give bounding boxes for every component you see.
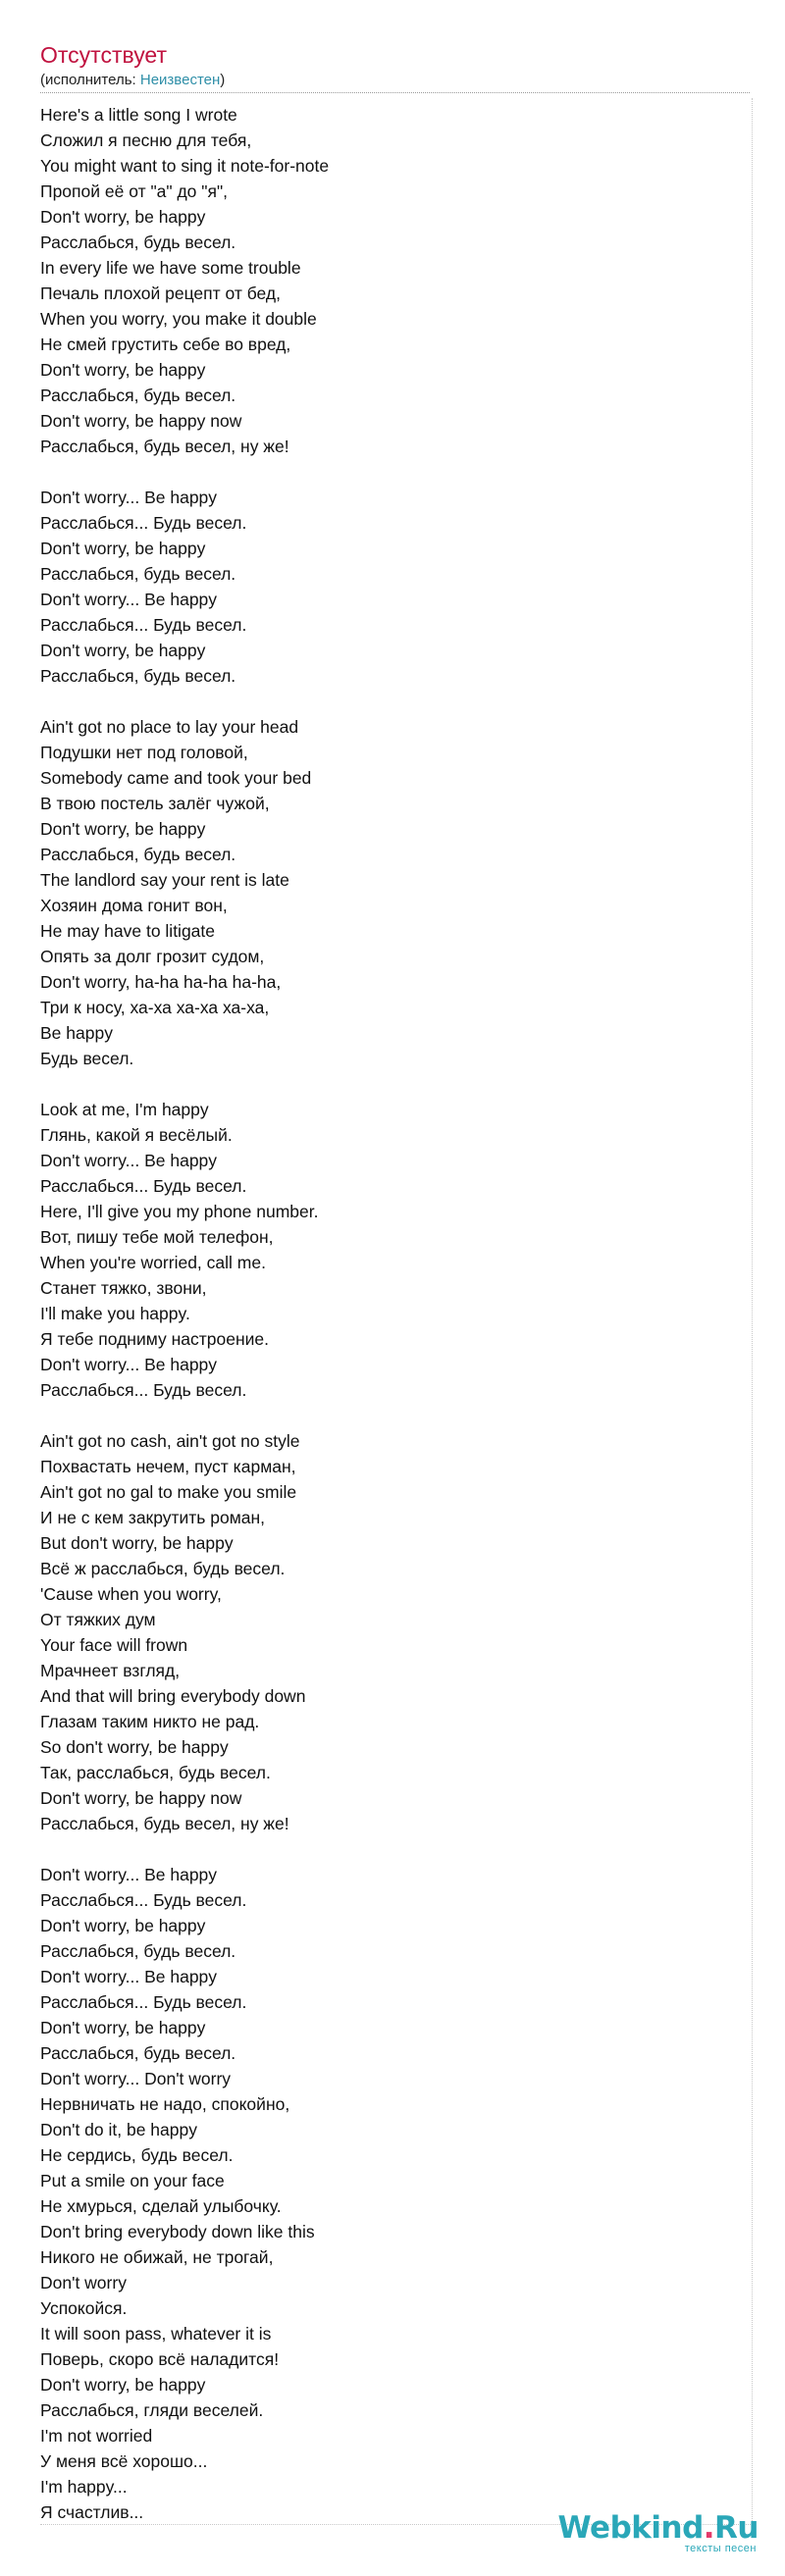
- lyric-line: Никого не обижай, не трогай,: [40, 2247, 274, 2267]
- lyric-line: But don't worry, be happy: [40, 1533, 234, 1553]
- stanza-gap: [40, 689, 727, 714]
- logo-tagline: тексты песен: [684, 2543, 757, 2554]
- song-title: Отсутствует: [40, 42, 167, 68]
- lyric-line: The landlord say your rent is late: [40, 870, 289, 890]
- lyric-line: 'Cause when you worry,: [40, 1584, 222, 1604]
- stanza-gap: [40, 459, 727, 485]
- lyric-line: Don't do it, be happy: [40, 2120, 197, 2139]
- lyric-line: Не смей грустить себе во вред,: [40, 335, 291, 354]
- lyric-line: Don't worry: [40, 2273, 127, 2293]
- lyric-line: When you're worried, call me.: [40, 1253, 266, 1272]
- stanza-gap: [40, 1403, 727, 1428]
- lyric-line: When you worry, you make it double: [40, 309, 317, 329]
- lyric-line: Don't worry... Be happy: [40, 488, 218, 507]
- lyric-line: Расслабься... Будь весел.: [40, 513, 247, 533]
- lyric-line: Look at me, I'm happy: [40, 1100, 209, 1119]
- lyric-line: In every life we have some trouble: [40, 258, 301, 278]
- lyric-line: I'll make you happy.: [40, 1304, 190, 1323]
- lyric-line: And that will bring everybody down: [40, 1686, 306, 1706]
- lyric-line: Don't worry... Be happy: [40, 1865, 218, 1884]
- lyric-line: Расслабься, будь весел.: [40, 1941, 236, 1961]
- lyric-line: He may have to litigate: [40, 921, 216, 941]
- artist-suffix: ): [220, 72, 226, 88]
- lyric-line: Don't worry, be happy: [40, 1916, 206, 1935]
- stanza-gap: [40, 1071, 727, 1097]
- site-logo[interactable]: [557, 2511, 759, 2554]
- lyric-line: Три к носу, ха-ха ха-ха ха-ха,: [40, 998, 270, 1017]
- lyric-line: Put a smile on your face: [40, 2171, 225, 2190]
- lyric-line: Don't worry, be happy: [40, 207, 206, 227]
- lyric-line: Глазам таким никто не рад.: [40, 1712, 260, 1731]
- lyric-line: Don't worry, be happy: [40, 2018, 206, 2037]
- lyric-line: Расслабься... Будь весел.: [40, 1890, 247, 1910]
- lyric-line: В твою постель залёг чужой,: [40, 794, 270, 813]
- logo-dot: .: [703, 2510, 715, 2546]
- artist-link[interactable]: Неизвестен: [139, 72, 221, 88]
- lyric-line: Успокойся.: [40, 2298, 128, 2318]
- lyric-line: Не хмурься, сделай улыбочку.: [40, 2196, 282, 2216]
- lyric-line: I'm happy...: [40, 2477, 128, 2497]
- lyric-line: Нервничать не надо, спокойно,: [40, 2094, 290, 2114]
- lyric-line: Don't worry... Be happy: [40, 1967, 218, 1986]
- lyric-line: Don't worry, be happy: [40, 360, 206, 380]
- lyric-line: Don't bring everybody down like this: [40, 2222, 315, 2241]
- logo-word: Webkind: [557, 2510, 704, 2546]
- lyric-line: От тяжких дум: [40, 1610, 156, 1629]
- lyric-line: Я тебе подниму настроение.: [40, 1329, 269, 1349]
- lyric-line: Your face will frown: [40, 1635, 188, 1655]
- lyric-line: Расслабься, будь весел.: [40, 2043, 236, 2063]
- lyric-line: Расслабься... Будь весел.: [40, 1380, 247, 1400]
- logo-wordmark: [557, 2511, 759, 2545]
- lyric-line: It will soon pass, whatever it is: [40, 2324, 272, 2344]
- lyric-line: Расслабься, будь весел, ну же!: [40, 1814, 289, 1833]
- lyric-line: Ain't got no gal to make you smile: [40, 1482, 297, 1502]
- lyric-line: У меня всё хорошо...: [40, 2451, 208, 2471]
- lyric-line: Мрачнеет взгляд,: [40, 1661, 181, 1680]
- artist-prefix: (исполнитель:: [40, 72, 140, 88]
- lyric-line: I'm not worried: [40, 2426, 153, 2446]
- stanza-gap: [40, 1836, 727, 1862]
- lyric-line: Here, I'll give you my phone number.: [40, 1202, 319, 1221]
- lyric-line: Расслабься, гляди веселей.: [40, 2400, 264, 2420]
- lyric-line: Расслабься... Будь весел.: [40, 1176, 247, 1196]
- lyric-line: Расслабься, будь весел.: [40, 666, 236, 686]
- lyric-line: Похвастать нечем, пуст карман,: [40, 1457, 296, 1476]
- lyric-line: Don't worry, be happy: [40, 641, 206, 660]
- lyric-line: Don't worry... Be happy: [40, 1355, 218, 1374]
- lyric-line: Расслабься, будь весел.: [40, 232, 236, 252]
- lyric-line: Don't worry, be happy: [40, 2375, 206, 2395]
- lyric-line: Всё ж расслабься, будь весел.: [40, 1559, 286, 1578]
- lyric-line: Don't worry... Be happy: [40, 590, 218, 609]
- lyric-line: Пропой её от "а" до "я",: [40, 181, 229, 201]
- lyric-line: Don't worry, be happy: [40, 819, 206, 839]
- lyric-line: Я счастлив...: [40, 2502, 144, 2522]
- lyric-line: Глянь, какой я весёлый.: [40, 1125, 233, 1145]
- lyric-line: Подушки нет под головой,: [40, 743, 248, 762]
- lyric-line: Don't worry... Be happy: [40, 1151, 218, 1170]
- lyric-line: Расслабься, будь весел, ну же!: [40, 437, 289, 456]
- lyric-line: Расслабься... Будь весел.: [40, 615, 247, 635]
- lyric-line: Here's a little song I wrote: [40, 105, 237, 125]
- lyric-line: You might want to sing it note-for-note: [40, 156, 330, 176]
- lyric-line: Поверь, скоро всё наладится!: [40, 2349, 280, 2369]
- lyric-line: Ain't got no place to lay your head: [40, 717, 299, 737]
- lyric-line: И не с кем закрутить роман,: [40, 1508, 266, 1527]
- lyric-line: Опять за долг грозит судом,: [40, 947, 265, 966]
- header-divider: [40, 92, 750, 93]
- lyric-line: Сложил я песню для тебя,: [40, 130, 252, 150]
- lyric-line: Be happy: [40, 1023, 113, 1043]
- lyric-line: Не сердись, будь весел.: [40, 2145, 234, 2165]
- lyric-line: Don't worry, be happy now: [40, 1788, 242, 1808]
- lyrics-body: [40, 102, 727, 2525]
- artist-line: [40, 71, 225, 90]
- lyric-line: Ain't got no cash, ain't got no style: [40, 1431, 300, 1451]
- lyric-line: Don't worry, be happy now: [40, 411, 242, 431]
- content-right-border: [752, 98, 753, 2525]
- lyric-line: Don't worry, be happy: [40, 539, 206, 558]
- lyric-line: Don't worry... Don't worry: [40, 2069, 232, 2088]
- lyric-line: Don't worry, ha-ha ha-ha ha-ha,: [40, 972, 282, 992]
- lyric-line: Так, расслабься, будь весел.: [40, 1763, 271, 1782]
- lyric-line: So don't worry, be happy: [40, 1737, 229, 1757]
- lyric-line: Расслабься, будь весел.: [40, 386, 236, 405]
- logo-tld: Ru: [714, 2510, 759, 2546]
- lyric-line: Печаль плохой рецепт от бед,: [40, 283, 281, 303]
- lyric-line: Расслабься... Будь весел.: [40, 1992, 247, 2012]
- lyric-line: Расслабься, будь весел.: [40, 845, 236, 864]
- lyric-line: Будь весел.: [40, 1049, 134, 1068]
- lyric-line: Somebody came and took your bed: [40, 768, 312, 788]
- lyric-line: Станет тяжко, звони,: [40, 1278, 207, 1298]
- lyric-line: Вот, пишу тебе мой телефон,: [40, 1227, 274, 1247]
- lyric-line: Хозяин дома гонит вон,: [40, 896, 228, 915]
- lyric-line: Расслабься, будь весел.: [40, 564, 236, 584]
